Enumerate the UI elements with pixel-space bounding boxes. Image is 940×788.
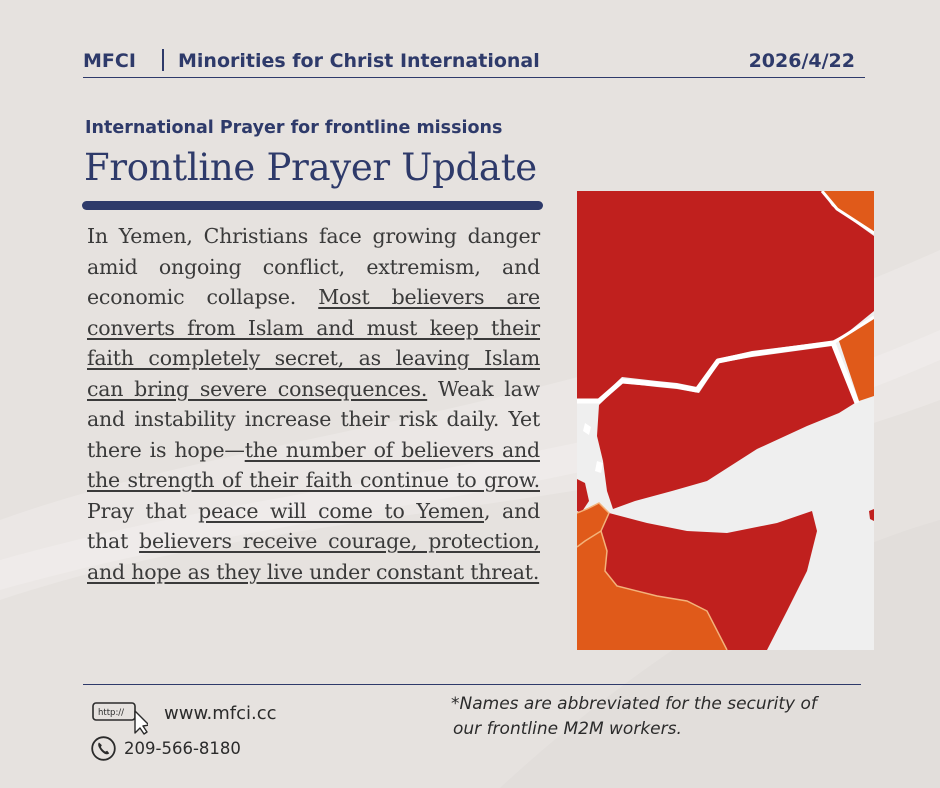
post-date: 2026/4/22	[748, 50, 855, 72]
yemen-map-graphic	[577, 191, 874, 650]
body-highlight-growth: the number of believers and the strength of their faith continue to grow.	[87, 437, 540, 492]
body-text-segment: Weak law and instability increase their risk daily. Yet there is hope—	[87, 376, 541, 462]
yemen-map	[577, 191, 874, 650]
web-cursor-icon	[92, 701, 148, 735]
footer-divider	[83, 684, 861, 685]
body-highlight-courage: believers receive courage, protection, and hope as they live under constant threat.	[87, 529, 540, 584]
header	[83, 47, 865, 79]
body-text-segment: , and that	[87, 498, 540, 553]
subtitle: International Prayer for frontline missions	[85, 118, 503, 138]
page-title: Frontline Prayer Update	[84, 146, 537, 189]
phone-number[interactable]: 209-566-8180	[124, 739, 241, 758]
security-note-line2: our frontline M2M workers.	[453, 719, 682, 739]
organization-name: Minorities for Christ International	[178, 50, 540, 72]
phone-icon	[91, 736, 116, 761]
header-divider	[83, 77, 865, 78]
title-underline-bar	[82, 201, 543, 210]
header-separator	[162, 49, 164, 71]
web-icon-label: http://	[98, 708, 125, 718]
body-text-segment: Pray that	[87, 498, 199, 523]
body-highlight-converts: Most believers are converts from Islam and must keep their faith completely secret, as leaving Islam can bring severe consequences.	[87, 285, 540, 401]
website-link[interactable]: www.mfci.cc	[164, 703, 277, 724]
security-note-line1: *Names are abbreviated for the security of	[451, 694, 817, 714]
body-text-segment: In Yemen, Christians face growing danger amid ongoing conflict, extremism, and economic collapse.	[87, 224, 540, 309]
security-note	[451, 692, 861, 742]
brand-name: MFCI	[83, 50, 136, 72]
body-highlight-peace: peace will come to Yemen	[198, 498, 484, 523]
prayer-body-text	[87, 221, 540, 587]
